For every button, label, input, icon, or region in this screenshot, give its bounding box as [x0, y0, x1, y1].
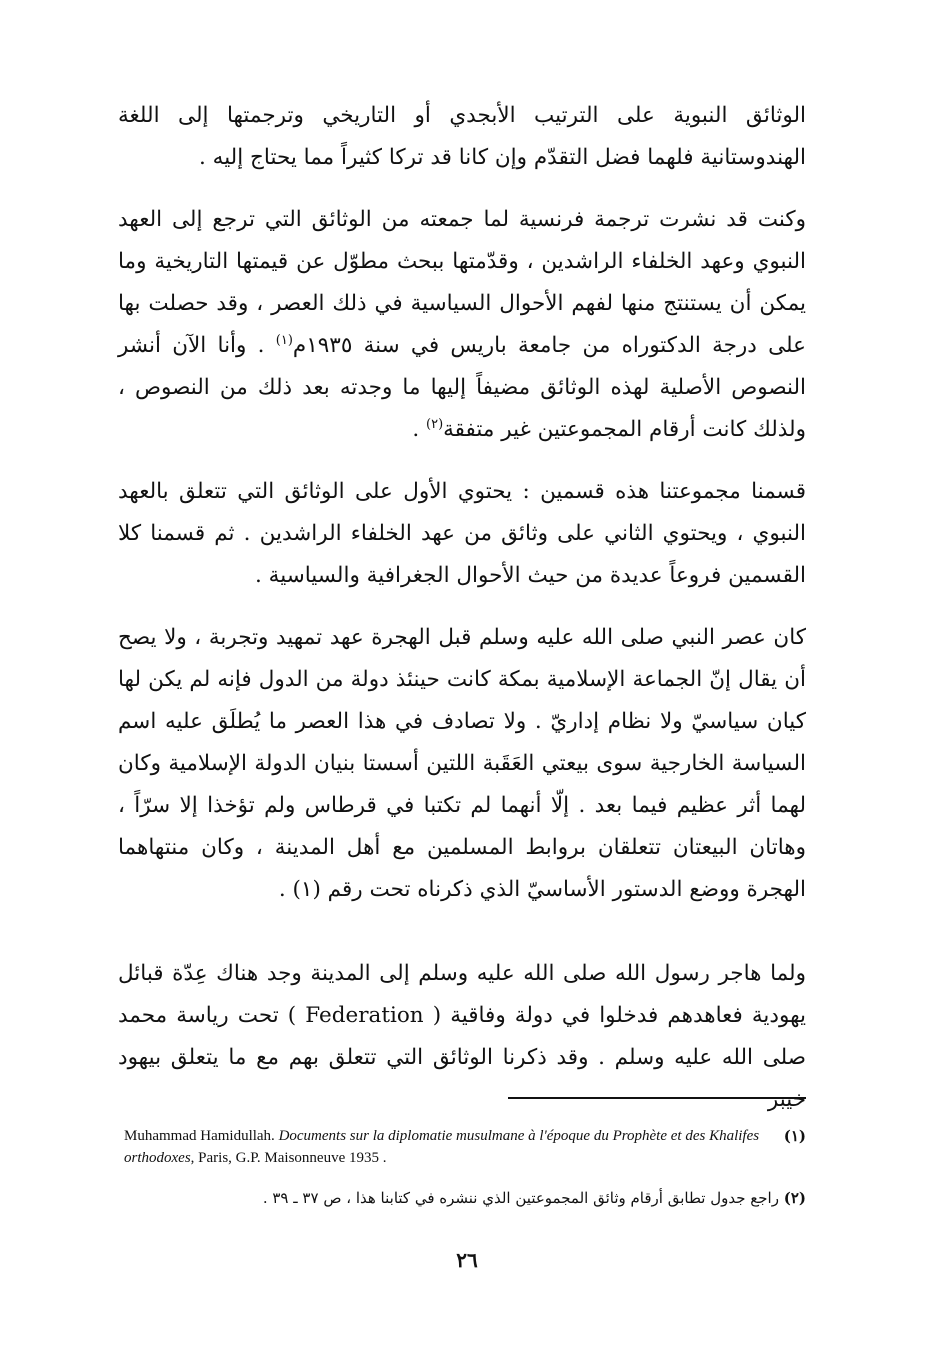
footnote-2-marker: (٢) — [783, 1189, 806, 1207]
footnote-ref-1[interactable]: (١) — [275, 332, 293, 348]
paragraph-2-part-c: . — [412, 417, 426, 442]
paragraph-2-part-a: وكنت قد نشرت ترجمة فرنسية لما جمعته من الوثائق التي ترجع إلى العهد النبوي وعهد الخلفاء الراشدين ، وقدّمتها ببحث مطوّل عن قيمتها التاريخية وما يمكن أن يستنتج منها لفهم الأحوال السياسية في ذلك العصر ، وقد حصلت بها على درجة الدكتوراه من جامعة باريس في سنة ١٩٣٥م — [118, 207, 806, 358]
paragraph-2-part-b: . وأنا الآن أنشر النصوص الأصلية لهذه الوثائق مضيفاً إليها ما وجدته بعد ذلك من النصوص ، ولذلك كانت أرقام المجموعتين غير متفقة — [118, 333, 806, 442]
footnote-1 — [124, 1125, 806, 1169]
footnote-divider — [508, 1097, 806, 1099]
page-number: ٢٦ — [456, 1248, 478, 1272]
footnote-ref-2[interactable]: (٢) — [426, 416, 444, 432]
footnote-1-publisher: , Paris, G.P. Maisonneuve 1935 . — [190, 1150, 387, 1166]
federation-term: Federation — [296, 1003, 433, 1028]
footnote-2-text: راجع جدول تطابق أرقام وثائق المجموعتين الذي ننشره في كتابنا هذا ، ص ٣٧ ـ ٣٩ . — [262, 1189, 784, 1207]
paragraph-4: كان عصر النبي صلى الله عليه وسلم قبل الهجرة عهد تمهيد وتجربة ، ولا يصح أن يقال إنّ الجماعة الإسلامية بمكة كانت حينئذ دولة من الدول فإنه لم يكن لها كيان سياسيّ ولا نظام إداريّ . ولا تصادف في هذا العصر ما يُطلَق عليه اسم السياسة الخارجية سوى بيعتي العَقَبة اللتين أسستا بنيان الدولة الإسلامية وكان لهما أثر عظيم فيما بعد . إلّا أنهما لم تكتبا في قرطاس ولم تؤخذا إلا سرّاً ، وهاتان البيعتان تتعلقان بروابط المسلمين مع أهل المدينة ، وكان منتهاهما الهجرة ووضع الدستور الأساسيّ الذي ذكرناه تحت رقم (١) . — [118, 625, 806, 902]
paragraph-5 — [118, 953, 806, 1121]
paragraph-3: قسمنا مجموعتنا هذه قسمين : يحتوي الأول على الوثائق التي تتعلق بالعهد النبوي ، ويحتوي الثاني على وثائق من عهد الخلفاء الراشدين . ثم قسمنا كلا القسمين فروعاً عديدة من حيث الأحوال الجغرافية والسياسية . — [118, 479, 806, 588]
paragraph-5-part-a: ولما هاجر رسول الله صلى الله عليه وسلم إلى المدينة وجد هناك عِدّة قبائل يهودية فعاهدهم فدخلوا في دولة وفاقية ( — [118, 961, 806, 1028]
main-text — [118, 95, 806, 1121]
footnote-2 — [124, 1187, 806, 1209]
footnote-1-title: Documents sur la diplomatie musulmane à l'époque du Prophète et des Khalifes orthodoxes — [124, 1128, 760, 1166]
footnote-1-marker: (١) — [783, 1127, 806, 1145]
paragraph-1: الوثائق النبوية على الترتيب الأبجدي أو التاريخي وترجمتها إلى اللغة الهندوستانية فلهما فضل التقدّم وإن كانا قد تركا كثيراً مما يحتاج إليه . — [118, 103, 806, 170]
paragraph-5-part-b: ) تحت رياسة محمد صلى الله عليه وسلم . وقد ذكرنا الوثائق التي تتعلق بهم مع ما يتعلق بيهود خيبر — [118, 1003, 806, 1112]
footnote-1-author: Muhammad Hamidullah. — [124, 1128, 279, 1144]
paragraph-2 — [118, 199, 806, 451]
